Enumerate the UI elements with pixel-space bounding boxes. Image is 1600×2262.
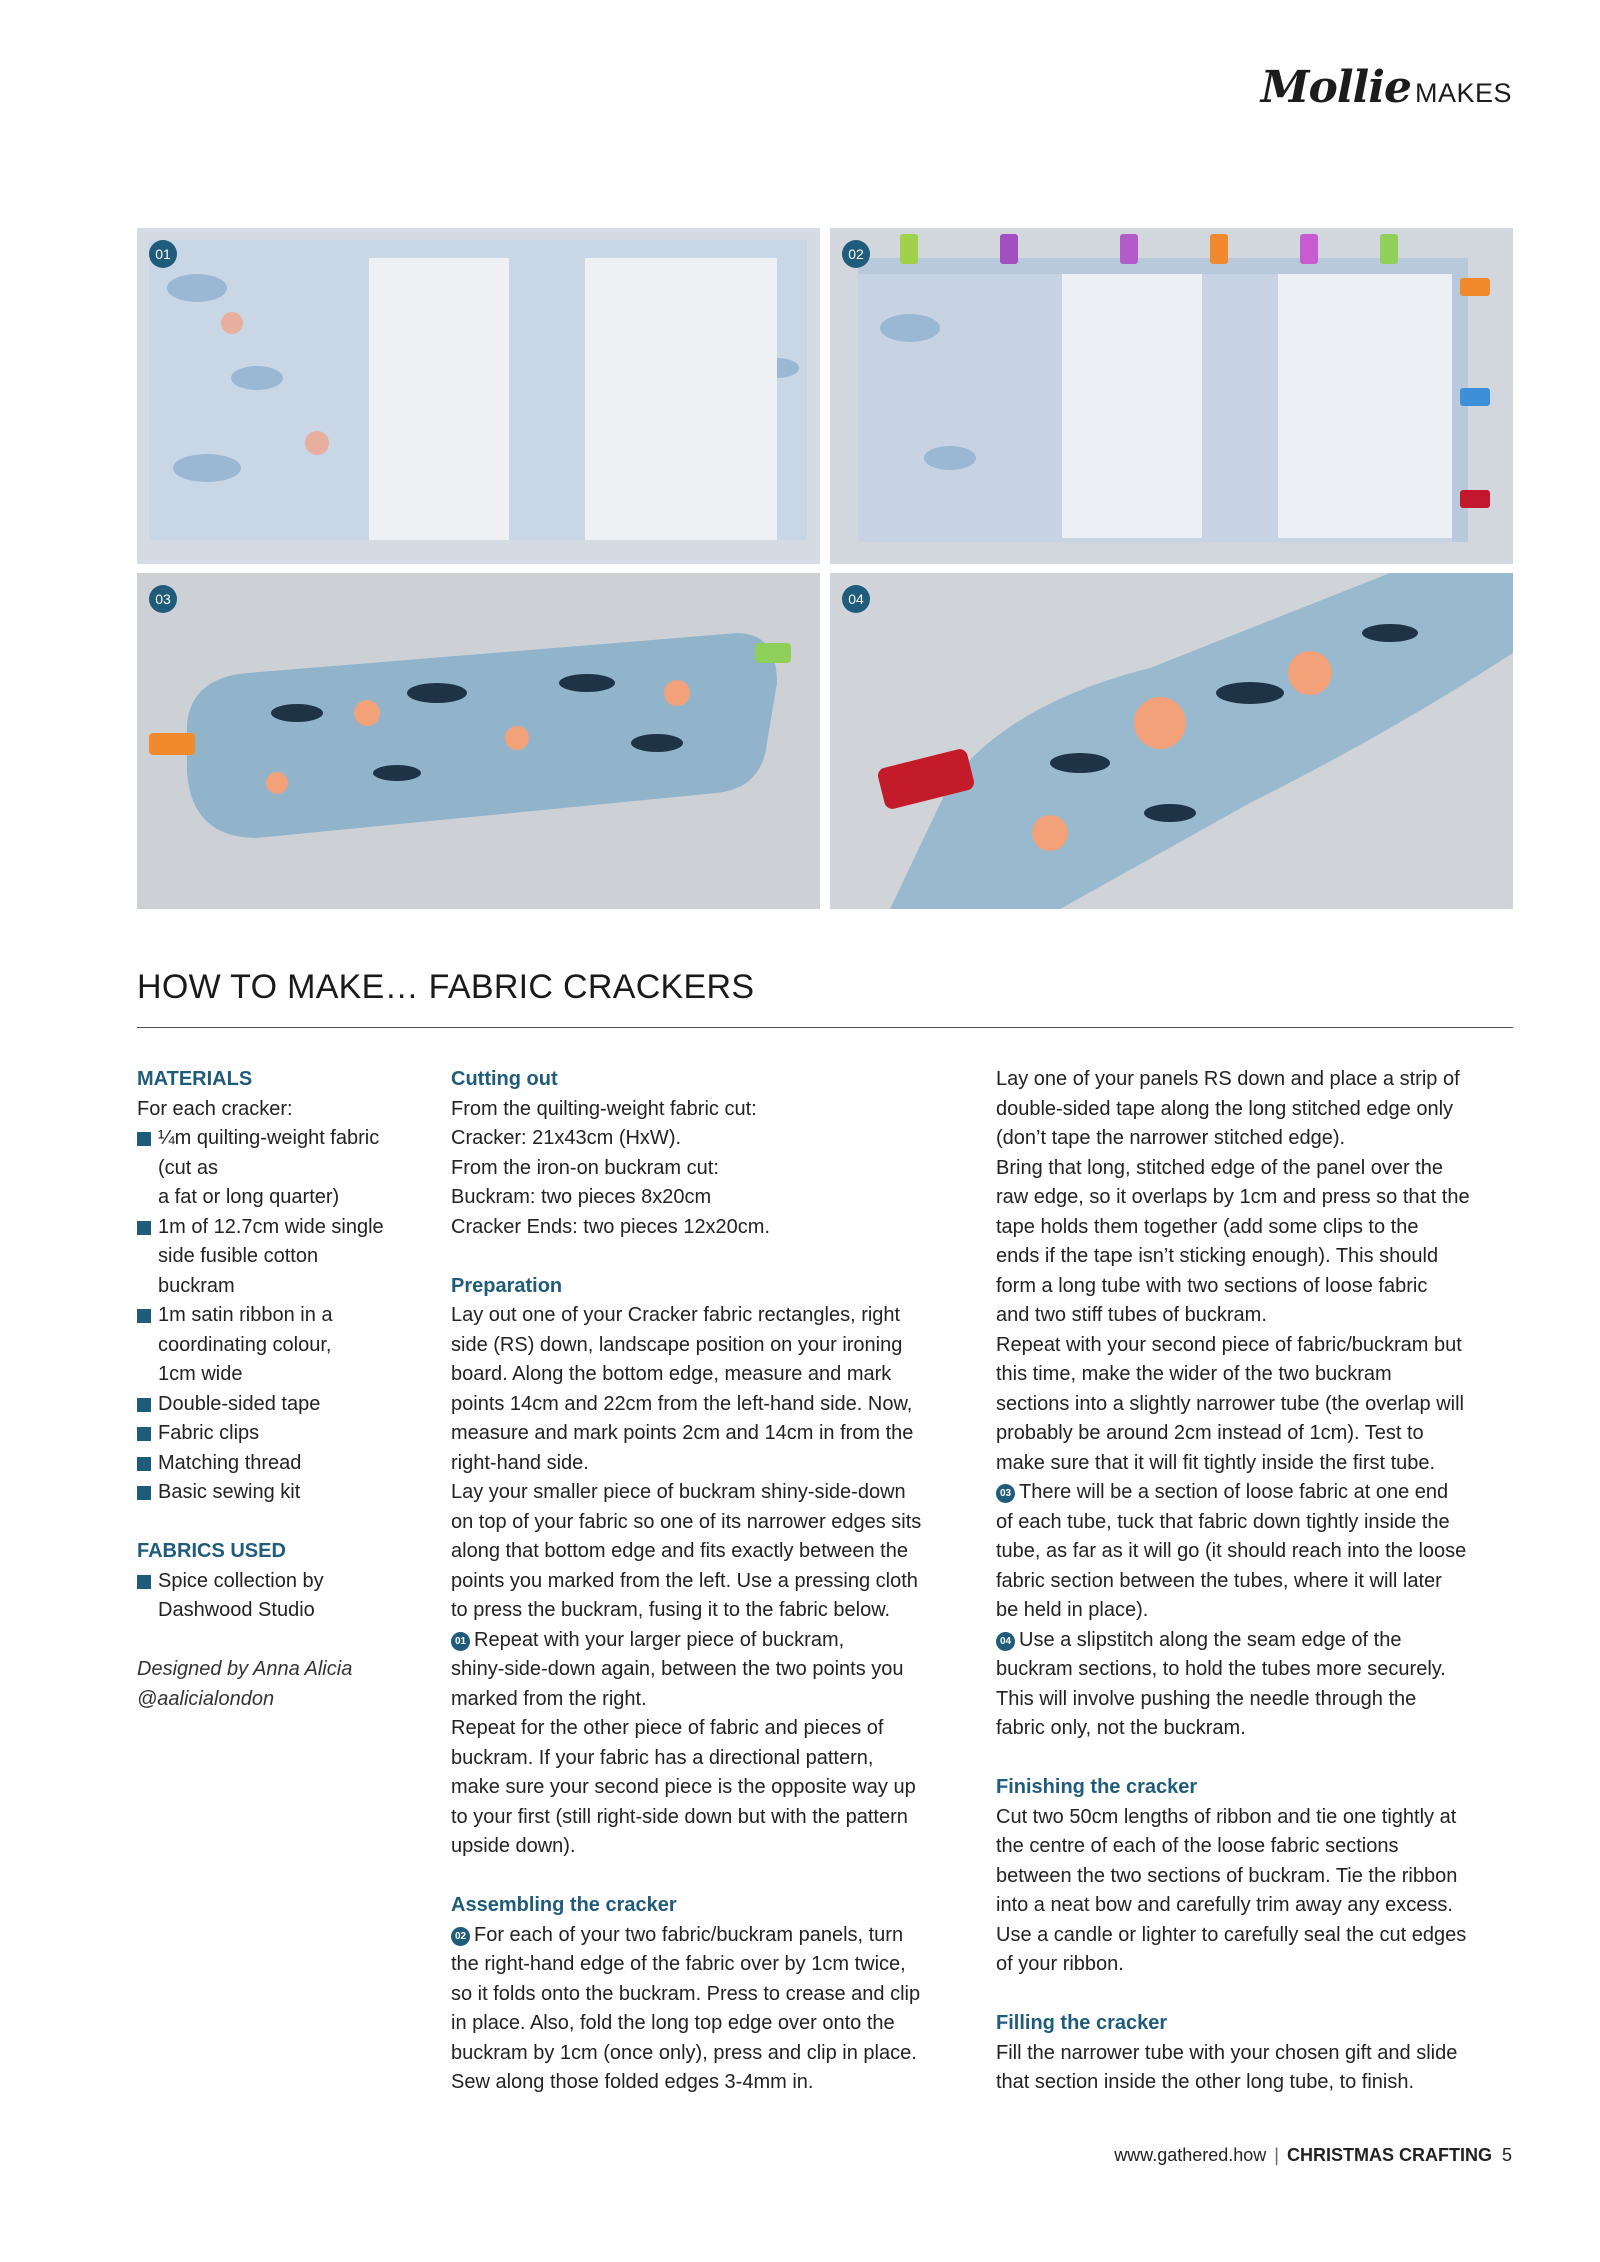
materials-intro: For each cracker:: [137, 1097, 293, 1120]
materials-column: [137, 1065, 427, 1714]
text-line: shiny-side-down again, between the two points you: [451, 1658, 904, 1680]
designer-credit: Designed by Anna Alicia: [137, 1658, 353, 1680]
step-badge: 03: [996, 1484, 1015, 1503]
list-item: Basic sewing kit: [137, 1478, 427, 1508]
step-photo-04: [830, 573, 1513, 909]
photo-number-badge: 03: [149, 585, 177, 613]
designer-handle: @aalicialondon: [137, 1687, 275, 1710]
list-item-continuation: coordinating colour,: [158, 1333, 332, 1356]
text-line: the right-hand edge of the fabric over by 1cm twice,: [451, 1953, 906, 1975]
bullet-square-icon: [137, 1486, 151, 1500]
text-line: Lay your smaller piece of buckram shiny-side-down: [451, 1481, 906, 1503]
text-line: From the quilting-weight fabric cut:: [451, 1097, 757, 1120]
text-line: of your ribbon.: [996, 1953, 1124, 1975]
text-line: Sew along those folded edges 3-4mm in.: [451, 2071, 814, 2093]
brand-word: MAKES: [1414, 78, 1512, 108]
text-line: on top of your fabric so one of its narrower edges sits: [451, 1510, 922, 1533]
text-line: buckram. If your fabric has a directional pattern,: [451, 1746, 874, 1769]
text-line: fabric only, not the buckram.: [996, 1717, 1246, 1739]
list-item-continuation: a fat or long quarter): [158, 1186, 340, 1208]
text-line: 02 For each of your two fabric/buckram panels, turn: [451, 1921, 971, 1951]
text-line: marked from the right.: [451, 1687, 647, 1710]
list-item-continuation: 1cm wide: [158, 1363, 243, 1385]
text-line: between the two sections of buckram. Tie the ribbon: [996, 1864, 1458, 1887]
step-badge: 04: [996, 1632, 1015, 1651]
text-line: right-hand side.: [451, 1451, 589, 1474]
text-line: and two stiff tubes of buckram.: [996, 1304, 1267, 1326]
text-line: (don’t tape the narrower stitched edge).: [996, 1127, 1346, 1149]
text-line: that section inside the other long tube, to finish.: [996, 2071, 1415, 2093]
materials-heading: MATERIALS: [137, 1068, 253, 1090]
text-line: 01 Repeat with your larger piece of buckram,: [451, 1626, 971, 1656]
instructions-column-3: [996, 1065, 1516, 2098]
step-badge: 02: [451, 1927, 470, 1946]
text-line: along that bottom edge and fits exactly between the: [451, 1540, 908, 1562]
brand-logo: [1261, 62, 1512, 113]
list-item-continuation: Dashwood Studio: [158, 1599, 315, 1621]
text-line: Repeat with your second piece of fabric/buckram but: [996, 1333, 1462, 1356]
footer-section: CHRISTMAS CRAFTING: [1286, 2145, 1492, 2165]
text-line: Use a candle or lighter to carefully seal the cut edges: [996, 1923, 1467, 1946]
text-line: make sure that it will fit tightly inside the first tube.: [996, 1451, 1436, 1474]
text-line: fabric section between the tubes, where it will later: [996, 1569, 1442, 1592]
clipped-panel-illustration: [830, 228, 1513, 564]
filling-heading: Filling the cracker: [996, 2012, 1168, 2034]
list-item-continuation: (cut as: [158, 1156, 219, 1179]
text-line: to press the buckram, fusing it to the fabric below.: [451, 1599, 891, 1621]
text-line: sections into a slightly narrower tube (the overlap will: [996, 1392, 1464, 1415]
list-item: 1m satin ribbon in a: [137, 1301, 427, 1331]
text-line: raw edge, so it overlaps by 1cm and press so that the: [996, 1186, 1470, 1208]
text-line: Cracker Ends: two pieces 12x20cm.: [451, 1215, 771, 1238]
fabrics-heading: FABRICS USED: [137, 1540, 286, 1562]
text-line: Buckram: two pieces 8x20cm: [451, 1186, 712, 1208]
text-line: points 14cm and 22cm from the left-hand side. Now,: [451, 1392, 913, 1415]
step-photo-02: [830, 228, 1513, 564]
text-line: side (RS) down, landscape position on your ironing: [451, 1333, 903, 1356]
text-line: Lay out one of your Cracker fabric rectangles, right: [451, 1304, 901, 1326]
text-line: double-sided tape along the long stitched edge only: [996, 1097, 1454, 1120]
bullet-square-icon: [137, 1457, 151, 1471]
fabric-panel-illustration: [137, 228, 820, 564]
text-line: be held in place).: [996, 1599, 1149, 1621]
step-photo-01: [137, 228, 820, 564]
cutting-heading: Cutting out: [451, 1068, 558, 1090]
bullet-square-icon: [137, 1132, 151, 1146]
text-line: 04 Use a slipstitch along the seam edge of the: [996, 1626, 1516, 1656]
brand-script: Mollie: [1260, 62, 1411, 113]
photo-number-badge: 01: [149, 240, 177, 268]
list-item: 1m of 12.7cm wide single: [137, 1213, 427, 1243]
step-badge: 01: [451, 1632, 470, 1651]
text-line: points you marked from the left. Use a pressing cloth: [451, 1569, 918, 1592]
photo-number-badge: 02: [842, 240, 870, 268]
list-item: Matching thread: [137, 1449, 427, 1479]
text-line: Lay one of your panels RS down and place a strip of: [996, 1068, 1460, 1090]
text-line: Cracker: 21x43cm (HxW).: [451, 1127, 682, 1149]
preparation-heading: Preparation: [451, 1274, 563, 1297]
text-line: This will involve pushing the needle through the: [996, 1687, 1417, 1710]
finishing-heading: Finishing the cracker: [996, 1776, 1198, 1798]
text-line: of each tube, tuck that fabric down tightly inside the: [996, 1510, 1450, 1533]
text-line: buckram sections, to hold the tubes more securely.: [996, 1658, 1446, 1680]
text-line: in place. Also, fold the long top edge over onto the: [451, 2012, 895, 2034]
text-line: 03 There will be a section of loose fabric at one end: [996, 1478, 1516, 1508]
text-line: buckram by 1cm (once only), press and clip in place.: [451, 2041, 917, 2064]
text-line: Bring that long, stitched edge of the panel over the: [996, 1156, 1443, 1179]
text-line: probably be around 2cm instead of 1cm). Test to: [996, 1422, 1424, 1444]
list-item: ¼m quilting-weight fabric: [137, 1124, 427, 1154]
text-line: tube, as far as it will go (it should reach into the loose: [996, 1540, 1467, 1562]
text-line: make sure your second piece is the opposite way up: [451, 1776, 916, 1798]
text-line: form a long tube with two sections of loose fabric: [996, 1274, 1428, 1297]
list-item: Spice collection by: [137, 1567, 427, 1597]
list-item-continuation: buckram: [158, 1274, 235, 1297]
step-photo-03: [137, 573, 820, 909]
list-item: Fabric clips: [137, 1419, 427, 1449]
text-line: ends if the tape isn’t sticking enough). This should: [996, 1245, 1439, 1267]
assembling-heading: Assembling the cracker: [451, 1894, 677, 1916]
bullet-square-icon: [137, 1427, 151, 1441]
photo-number-badge: 04: [842, 585, 870, 613]
bullet-square-icon: [137, 1398, 151, 1412]
text-line: From the iron-on buckram cut:: [451, 1156, 719, 1179]
title-divider: [137, 1027, 1513, 1028]
text-line: tape holds them together (add some clips to the: [996, 1215, 1419, 1238]
list-item-continuation: side fusible cotton: [158, 1245, 319, 1267]
text-line: Cut two 50cm lengths of ribbon and tie one tightly at: [996, 1805, 1457, 1828]
bullet-square-icon: [137, 1309, 151, 1323]
text-line: Fill the narrower tube with your chosen gift and slide: [996, 2041, 1458, 2064]
text-line: this time, make the wider of the two buckram: [996, 1363, 1392, 1385]
text-line: upside down).: [451, 1835, 576, 1857]
rolled-tube-illustration: [137, 573, 820, 909]
page-title: HOW TO MAKE… FABRIC CRACKERS: [137, 968, 755, 1006]
instructions-column-2: [451, 1065, 971, 2098]
text-line: to your first (still right-side down but with the pattern: [451, 1805, 908, 1828]
text-line: the centre of each of the loose fabric sections: [996, 1835, 1399, 1857]
bullet-square-icon: [137, 1575, 151, 1589]
bullet-square-icon: [137, 1221, 151, 1235]
list-item: Double-sided tape: [137, 1390, 427, 1420]
footer-url[interactable]: www.gathered.how: [1114, 2145, 1267, 2165]
text-line: measure and mark points 2cm and 14cm in from the: [451, 1422, 914, 1444]
page-footer: www.gathered.how | CHRISTMAS CRAFTING 5: [1114, 2145, 1512, 2165]
text-line: Repeat for the other piece of fabric and pieces of: [451, 1717, 884, 1739]
text-line: so it folds onto the buckram. Press to crease and clip: [451, 1982, 921, 2005]
page-number: 5: [1501, 2145, 1512, 2165]
text-line: into a neat bow and carefully trim away any excess.: [996, 1894, 1453, 1916]
text-line: board. Along the bottom edge, measure and mark: [451, 1363, 892, 1385]
seam-closeup-illustration: [830, 573, 1513, 909]
